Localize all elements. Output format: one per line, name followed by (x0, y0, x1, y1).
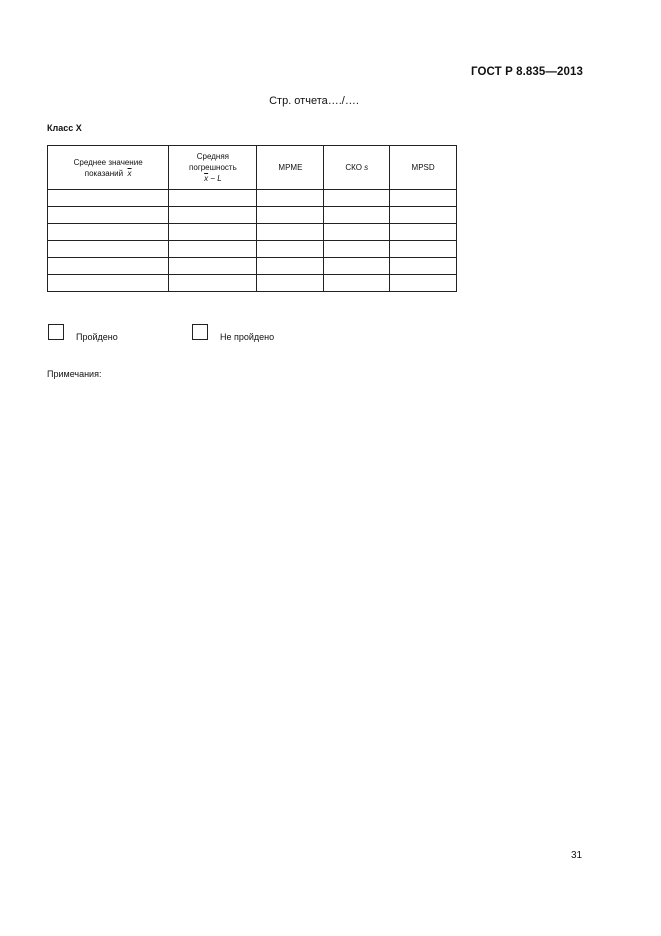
table-cell[interactable] (324, 241, 390, 258)
table-cell[interactable] (257, 275, 324, 292)
table-row (48, 258, 457, 275)
table-cell[interactable] (48, 275, 169, 292)
table-cell[interactable] (390, 190, 457, 207)
table-cell[interactable] (48, 224, 169, 241)
table-cell[interactable] (324, 224, 390, 241)
table-cell[interactable] (169, 275, 257, 292)
header-mpme: MPME (257, 146, 324, 190)
table-cell[interactable] (324, 275, 390, 292)
table-cell[interactable] (390, 275, 457, 292)
checkbox-failed[interactable] (192, 324, 274, 340)
table-cell[interactable] (169, 241, 257, 258)
class-label: Класс X (47, 123, 82, 133)
table-header-row (48, 146, 457, 190)
table-cell[interactable] (48, 207, 169, 224)
table-cell[interactable] (48, 241, 169, 258)
table-cell[interactable] (169, 190, 257, 207)
notes-label: Примечания: (47, 369, 102, 379)
table-cell[interactable] (324, 190, 390, 207)
results-table (47, 145, 457, 292)
table-row (48, 224, 457, 241)
table-cell[interactable] (257, 190, 324, 207)
checkbox-square[interactable] (192, 324, 208, 340)
table-cell[interactable] (390, 241, 457, 258)
checkbox-passed-label: Пройдено (76, 332, 118, 342)
checkbox-passed[interactable] (48, 324, 118, 340)
header-mean-value: Среднее значение показаний $\overline{x}$ (48, 146, 169, 190)
table-row (48, 275, 457, 292)
table-cell[interactable] (324, 258, 390, 275)
table-cell[interactable] (169, 224, 257, 241)
checkbox-failed-label: Не пройдено (220, 332, 275, 342)
table-row (48, 241, 457, 258)
table-cell[interactable] (390, 258, 457, 275)
table-cell[interactable] (169, 207, 257, 224)
header-sko: СКО s (324, 146, 390, 190)
table-cell[interactable] (169, 258, 257, 275)
header-mean-error: Средняя погрешность $\overline{x} - L$ (169, 146, 257, 190)
table-cell[interactable] (257, 207, 324, 224)
table-row (48, 190, 457, 207)
table-cell[interactable] (257, 258, 324, 275)
checkbox-square[interactable] (48, 324, 64, 340)
x-bar-symbol: $\overline{x}$ (127, 168, 132, 178)
document-code: ГОСТ Р 8.835—2013 (471, 66, 583, 78)
report-page-line: Стр. отчета…./…. (269, 95, 359, 107)
table-cell[interactable] (48, 190, 169, 207)
table-cell[interactable] (390, 224, 457, 241)
header-mpsd: MPSD (390, 146, 457, 190)
page-number: 31 (571, 850, 583, 861)
table-cell[interactable] (257, 224, 324, 241)
table-cell[interactable] (324, 207, 390, 224)
table-cell[interactable] (257, 241, 324, 258)
table-cell[interactable] (390, 207, 457, 224)
table-cell[interactable] (48, 258, 169, 275)
table-row (48, 207, 457, 224)
